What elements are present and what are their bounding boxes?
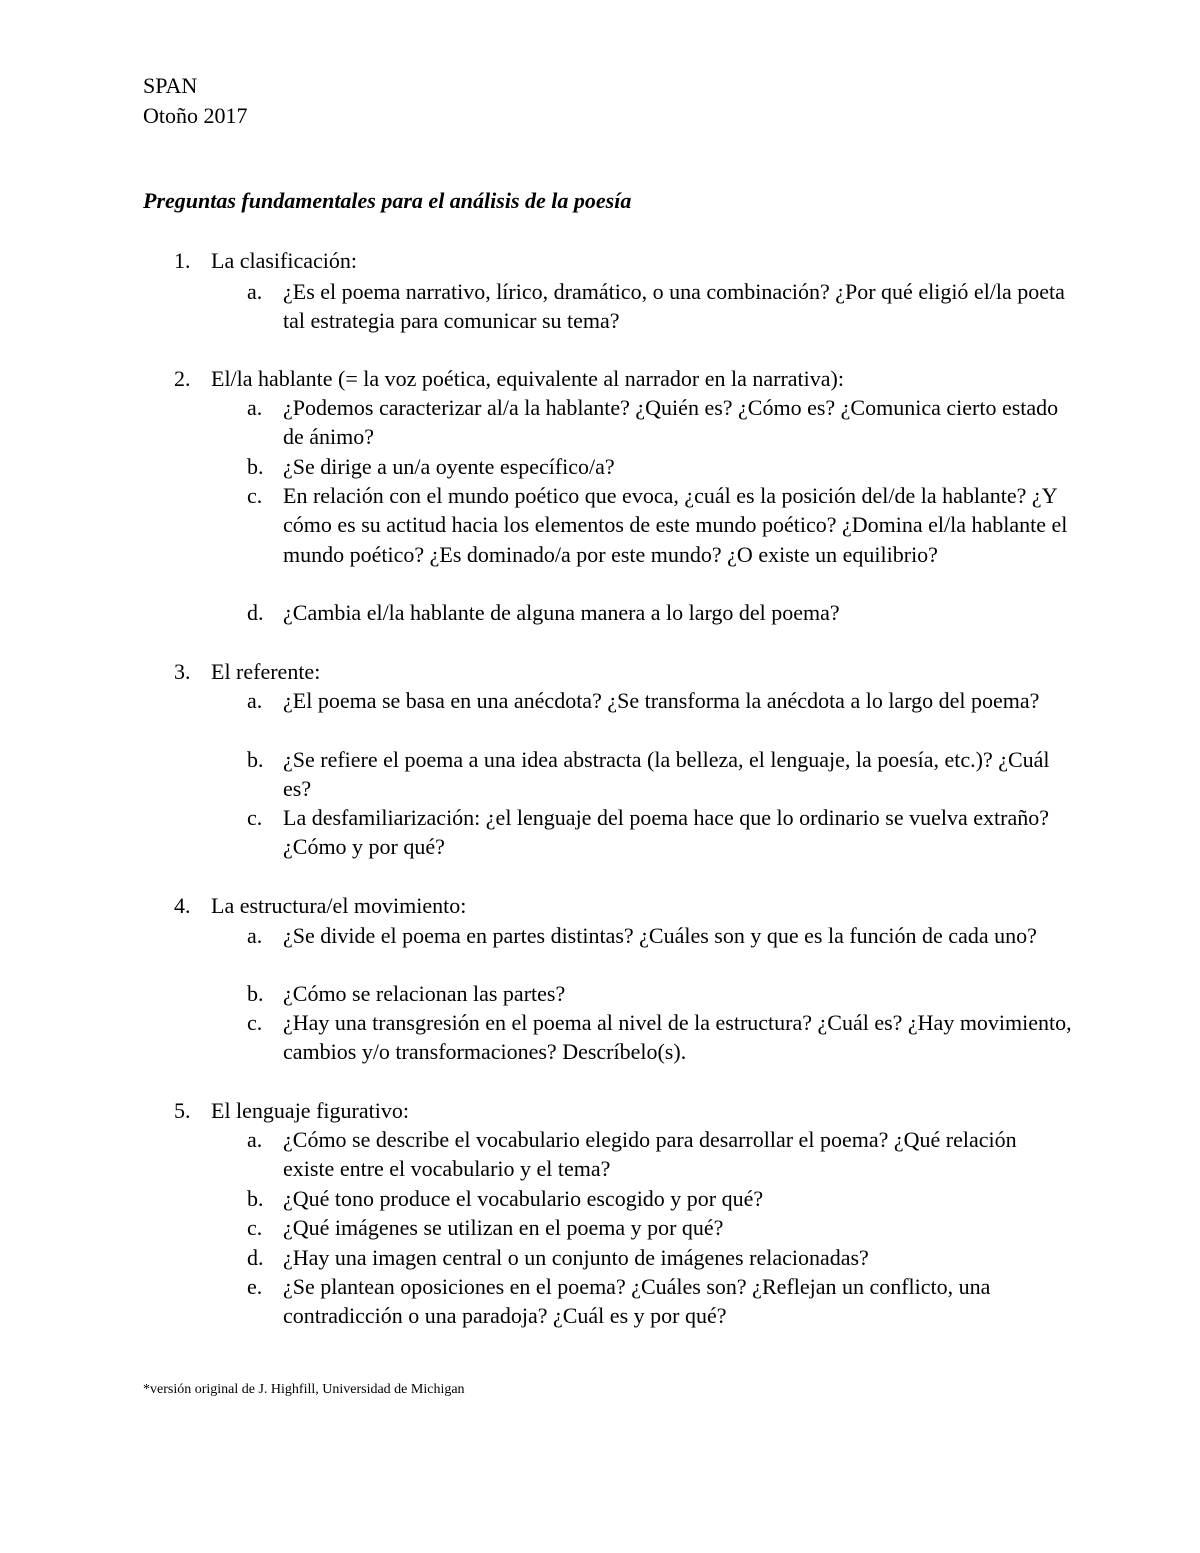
item-letter: c. xyxy=(247,1215,263,1240)
item-text: ¿Qué tono produce el vocabulario escogido y por qué? xyxy=(283,1186,764,1211)
item-letter: b. xyxy=(247,747,264,772)
item-text: ¿Se refiere el poema a una idea abstracta (la belleza, el lenguaje, la poesía, etc.)? ¿Cuál es? xyxy=(283,747,1050,802)
item-letter: c. xyxy=(247,1010,263,1035)
item-letter: d. xyxy=(247,600,264,625)
item-text: ¿Podemos caracterizar al/a la hablante? ¿Quién es? ¿Cómo es? ¿Comunica cierto estado de ánimo? xyxy=(283,395,1059,450)
item-letter: b. xyxy=(247,454,264,479)
item-letter: a. xyxy=(247,688,263,713)
item-text: ¿Es el poema narrativo, lírico, dramático, o una combinación? ¿Por qué eligió el/la poeta tal estrategia para comunicar su tema? xyxy=(283,279,1065,334)
item-text: ¿Hay una imagen central o un conjunto de imágenes relacionadas? xyxy=(283,1245,869,1270)
item-letter: d. xyxy=(247,1245,264,1270)
question-heading: La estructura/el movimiento: xyxy=(211,893,467,918)
item-text: ¿Se divide el poema en partes distintas? ¿Cuáles son y que es la función de cada uno? xyxy=(283,923,1037,948)
item-letter: e. xyxy=(247,1274,263,1299)
item-letter: b. xyxy=(247,981,264,1006)
question-number: 1. xyxy=(174,248,191,273)
question-heading: El lenguaje figurativo: xyxy=(211,1098,409,1123)
item-text: ¿Cómo se describe el vocabulario elegido para desarrollar el poema? ¿Qué relación existe entre el vocabulario y el tema? xyxy=(283,1127,1017,1182)
item-text: ¿Qué imágenes se utilizan en el poema y por qué? xyxy=(283,1215,724,1240)
question-heading: La clasificación: xyxy=(211,248,357,273)
item-letter: a. xyxy=(247,279,263,304)
item-text: ¿El poema se basa en una anécdota? ¿Se transforma la anécdota a lo largo del poema? xyxy=(283,688,1040,713)
item-text: ¿Cambia el/la hablante de alguna manera a lo largo del poema? xyxy=(283,600,840,625)
item-text: ¿Cómo se relacionan las partes? xyxy=(283,981,566,1006)
footnote: *versión original de J. Highfill, Universidad de Michigan xyxy=(143,1382,465,1397)
question-number: 5. xyxy=(174,1098,191,1123)
course-code: SPAN xyxy=(143,73,198,98)
item-text: La desfamiliarización: ¿el lenguaje del poema hace que lo ordinario se vuelva extraño? ¿Cómo y por qué? xyxy=(283,805,1049,860)
question-number: 3. xyxy=(174,659,191,684)
item-text: ¿Se plantean oposiciones en el poema? ¿Cuáles son? ¿Reflejan un conflicto, una contradicción o una paradoja? ¿Cuál es y por qué? xyxy=(283,1274,991,1329)
document-title: Preguntas fundamentales para el análisis de la poesía xyxy=(143,188,632,213)
item-letter: a. xyxy=(247,395,263,420)
question-heading: El/la hablante (= la voz poética, equivalente al narrador en la narrativa): xyxy=(211,366,844,391)
item-letter: c. xyxy=(247,805,263,830)
term-label: Otoño 2017 xyxy=(143,103,248,128)
item-text: ¿Se dirige a un/a oyente específico/a? xyxy=(283,454,615,479)
question-number: 2. xyxy=(174,366,191,391)
question-heading: El referente: xyxy=(211,659,321,684)
item-letter: c. xyxy=(247,483,263,508)
item-text: ¿Hay una transgresión en el poema al nivel de la estructura? ¿Cuál es? ¿Hay movimiento, cambios y/o transformaciones? Descríbelo(s). xyxy=(283,1010,1072,1065)
item-letter: a. xyxy=(247,1127,263,1152)
question-number: 4. xyxy=(174,893,191,918)
item-letter: b. xyxy=(247,1186,264,1211)
item-text: En relación con el mundo poético que evoca, ¿cuál es la posición del/de la hablante? ¿Y cómo es su actitud hacia los elementos de este mundo poético? ¿Domina el/la hablante el mundo poético? ¿Es dominado/a por este mundo? ¿O existe un equilibrio? xyxy=(283,483,1068,567)
item-letter: a. xyxy=(247,923,263,948)
